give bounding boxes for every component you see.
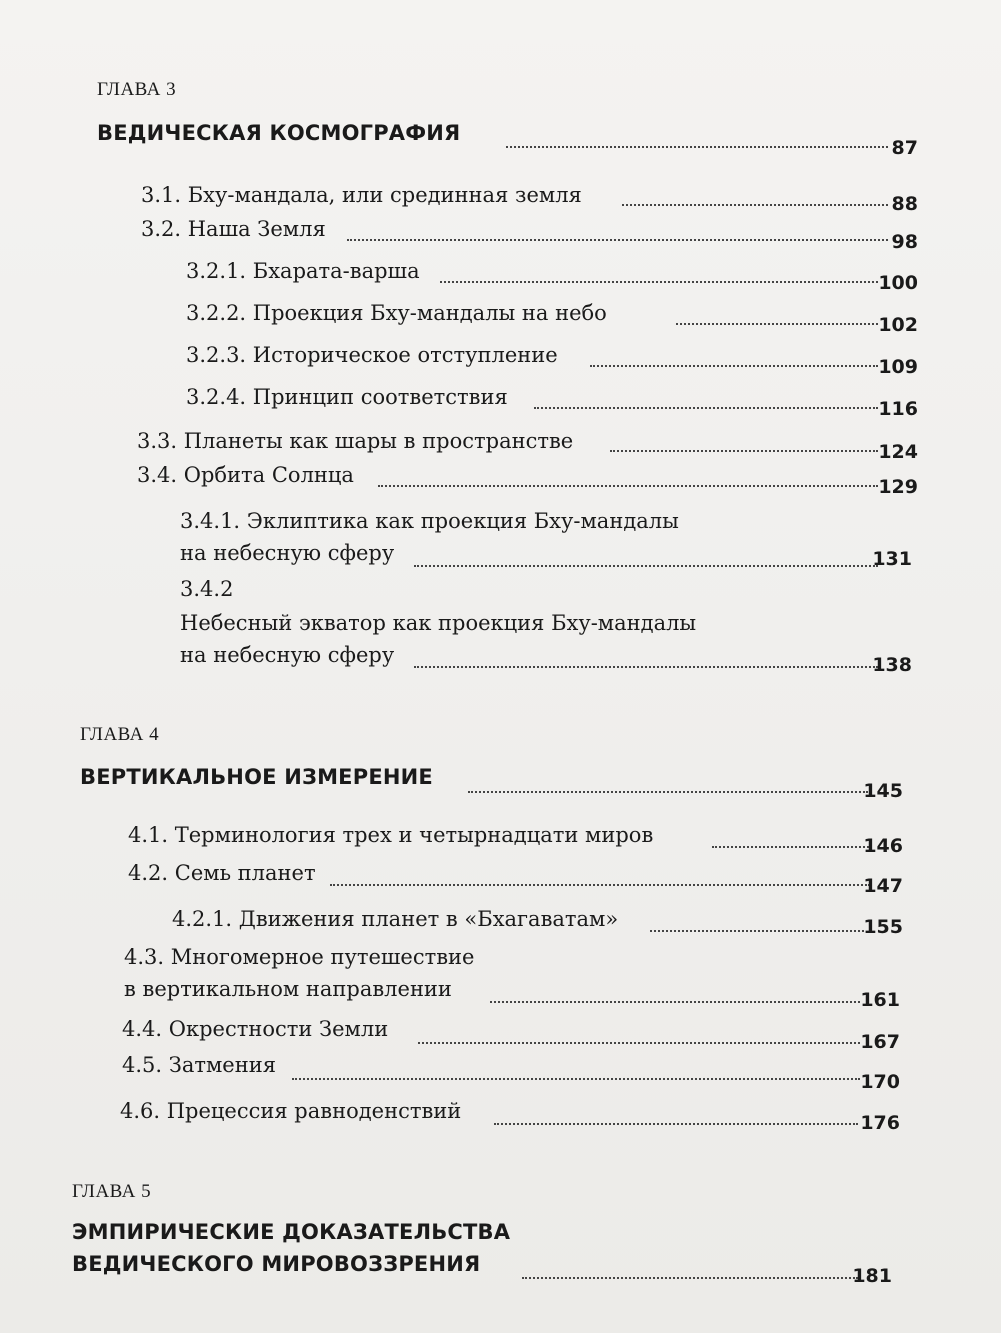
toc-entry-3-4-1-cont: на небесную сферу xyxy=(180,541,395,565)
toc-page-4-3: 161 xyxy=(860,989,900,1011)
toc-page-3-4-2: 138 xyxy=(872,654,912,676)
leader-dots xyxy=(414,666,878,668)
toc-entry-3-2-4: 3.2.4. Принцип соответствия xyxy=(186,385,508,409)
toc-entry-4-4: 4.4. Окрестности Земли xyxy=(122,1017,389,1041)
toc-entry-3-4-1: 3.4.1. Эклиптика как проекция Бху-мандалы xyxy=(180,509,679,533)
toc-entry-3-2-3: 3.2.3. Историческое отступление xyxy=(186,343,558,367)
toc-page-3-2-3: 109 xyxy=(878,356,918,378)
toc-entry-3-4-2: 3.4.2 xyxy=(180,577,234,601)
chapter-5-page: 181 xyxy=(852,1265,892,1287)
toc-page-3-4-1: 131 xyxy=(872,548,912,570)
leader-dots xyxy=(378,485,878,487)
chapter-3-title: ВЕДИЧЕСКАЯ КОСМОГРАФИЯ xyxy=(97,121,461,145)
toc-entry-3-1: 3.1. Бху-мандала, или срединная земля xyxy=(141,183,582,207)
toc-entry-3-2-2: 3.2.2. Проекция Бху-мандалы на небо xyxy=(186,301,607,325)
toc-page-4-2-1: 155 xyxy=(863,916,903,938)
toc-page-3-2-2: 102 xyxy=(878,314,918,336)
toc-page-3-3: 124 xyxy=(878,441,918,463)
toc-entry-3-2-1: 3.2.1. Бхарата-варша xyxy=(186,259,420,283)
toc-entry-4-2-1: 4.2.1. Движения планет в «Бхагаватам» xyxy=(172,907,619,931)
leader-dots xyxy=(590,365,878,367)
toc-entry-4-6: 4.6. Прецессия равноденствий xyxy=(120,1099,462,1123)
toc-page-3-2-1: 100 xyxy=(878,272,918,294)
toc-entry-4-1: 4.1. Терминология трех и четырнадцати миров xyxy=(128,823,654,847)
leader-dots xyxy=(610,450,878,452)
leader-dots xyxy=(506,146,888,148)
toc-page-4-1: 146 xyxy=(863,835,903,857)
toc-page-4-5: 170 xyxy=(860,1071,900,1093)
chapter-3-label: ГЛАВА 3 xyxy=(97,79,177,100)
chapter-5-label: ГЛАВА 5 xyxy=(72,1181,152,1202)
toc-entry-4-3: 4.3. Многомерное путешествие xyxy=(124,945,475,969)
chapter-4-page: 145 xyxy=(863,780,903,802)
leader-dots xyxy=(292,1078,860,1080)
leader-dots xyxy=(534,407,878,409)
chapter-5-title-line1: ЭМПИРИЧЕСКИЕ ДОКАЗАТЕЛЬСТВА xyxy=(72,1220,511,1244)
leader-dots xyxy=(522,1277,858,1279)
toc-entry-4-5: 4.5. Затмения xyxy=(122,1053,276,1077)
leader-dots xyxy=(330,884,870,886)
toc-entry-4-3-cont: в вертикальном направлении xyxy=(124,977,452,1001)
chapter-3-page: 87 xyxy=(891,137,918,159)
toc-entry-3-4-2-title: Небесный экватор как проекция Бху-мандалы xyxy=(180,611,697,635)
leader-dots xyxy=(414,565,878,567)
leader-dots xyxy=(440,281,878,283)
toc-entry-3-2: 3.2. Наша Земля xyxy=(141,217,326,241)
leader-dots xyxy=(490,1001,860,1003)
chapter-5-title-line2: ВЕДИЧЕСКОГО МИРОВОЗЗРЕНИЯ xyxy=(72,1252,481,1276)
toc-entry-3-4: 3.4. Орбита Солнца xyxy=(137,463,354,487)
leader-dots xyxy=(347,239,888,241)
leader-dots xyxy=(418,1042,860,1044)
chapter-4-title: ВЕРТИКАЛЬНОЕ ИЗМЕРЕНИЕ xyxy=(80,765,433,789)
leader-dots xyxy=(676,323,878,325)
leader-dots xyxy=(494,1123,858,1125)
toc-page-4-6: 176 xyxy=(860,1112,900,1134)
toc-page-3-2: 98 xyxy=(891,231,918,253)
toc-entry-3-3: 3.3. Планеты как шары в пространстве xyxy=(137,429,574,453)
toc-page-3-1: 88 xyxy=(891,193,918,215)
toc-page-4-2: 147 xyxy=(863,875,903,897)
toc-page-4-4: 167 xyxy=(860,1031,900,1053)
toc-page-3-4: 129 xyxy=(878,476,918,498)
toc-page-3-2-4: 116 xyxy=(878,398,918,420)
leader-dots xyxy=(622,204,888,206)
chapter-4-label: ГЛАВА 4 xyxy=(80,724,160,745)
leader-dots xyxy=(650,930,864,932)
toc-entry-4-2: 4.2. Семь планет xyxy=(128,861,316,885)
toc-entry-3-4-2-cont: на небесную сферу xyxy=(180,643,395,667)
leader-dots xyxy=(468,791,868,793)
